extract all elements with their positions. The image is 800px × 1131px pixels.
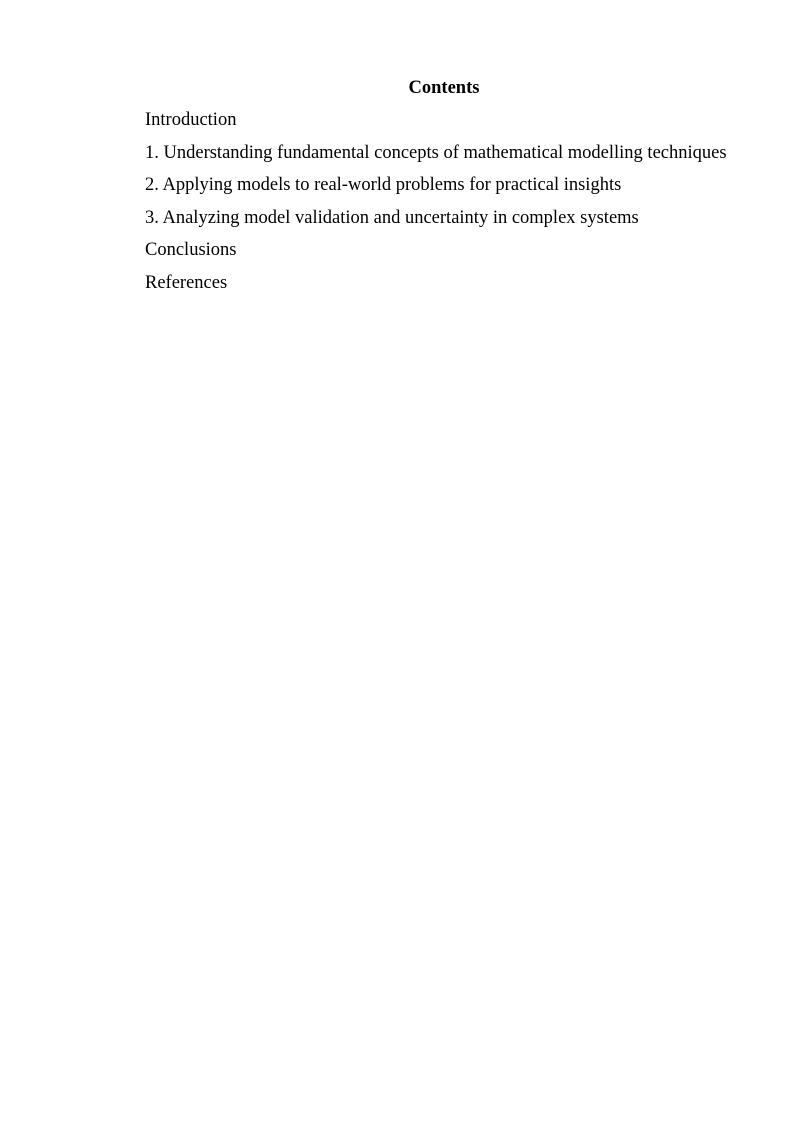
toc-title: Contents [408, 78, 480, 98]
toc-entry-section-1: 1. Understanding fundamental concepts of mathematical modelling techniques [145, 142, 727, 163]
toc-entry-references: References [145, 272, 228, 293]
toc-entry-section-3: 3. Analyzing model validation and uncertainty in complex systems [145, 207, 639, 228]
toc-entry-conclusions: Conclusions [145, 240, 237, 260]
toc-list [145, 109, 727, 304]
toc-entry-introduction: Introduction [145, 110, 237, 130]
toc-entry-section-2: 2. Applying models to real-world problems for practical insights [145, 175, 622, 195]
